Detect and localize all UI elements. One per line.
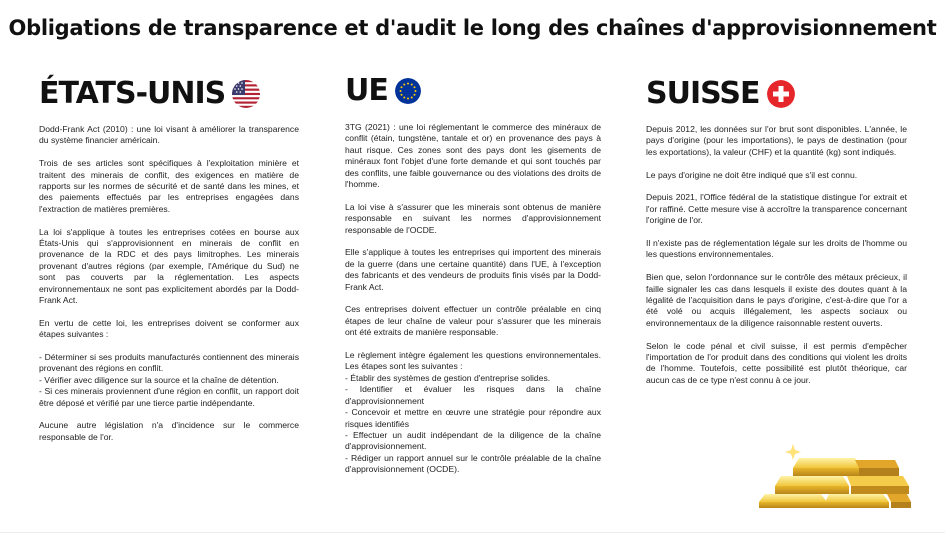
column-switzerland [646,74,907,398]
eu-flag-icon [395,78,421,104]
swiss-flag-icon [767,80,795,108]
ch-paragraph-4: Il n'existe pas de réglementation légale sur les droits de l'homme ou les questions environnementales. [646,238,907,260]
ch-paragraph-2: Le pays d'origine ne doit être indiqué que s'il est connu. [646,169,858,180]
usa-step-1: - Déterminer si ses produits manufacturés contiennent des minerais provenant des régions en conflit. [39,352,299,374]
eu-step-5: - Rédiger un rapport annuel sur le contrôle préalable de la chaîne d'approvisionnement (OCDE). [345,452,601,475]
eu-paragraph-5: Le règlement intègre également les questions environnementales. Les étapes sont les suivantes : [345,350,601,372]
ch-heading-row [646,74,907,114]
gold-bars-image [755,440,915,508]
eu-paragraph-4: Ces entreprises doivent effectuer un contrôle préalable en cinq étapes de leur chaîne de valeur pour s'assurer que les minerais ont été extraits de manière responsable. [345,304,601,338]
ch-paragraph-1: Depuis 2012, les données sur l'or brut sont disponibles. L'année, le pays d'origine (pour les importations), le pays de destination (pour les exportations), la valeur (CHF) et la quantité (kg) sont indiqués. [646,124,907,157]
eu-paragraph-3: Elle s'applique à toutes les entreprises qui importent des minerais de la guerre (dans une certaine quantité) dans l'UE, à l'exception des fabricants et des vendeurs de produits finis visés par la Dodd-Frank Act. [345,247,601,292]
usa-heading: ÉTATS-UNIS [39,76,226,111]
ch-paragraph-5: Bien que, selon l'ordonnance sur le contrôle des métaux précieux, il faille signaler les cas dans lesquels il existe des doutes quant à la légalité de l'acquisition dans le pays d'origine, c'est-à-dire que l'or a été volé ou acquis illégalement, les aspects sociaux ou environnementaux de la diligence raisonnable restent ouverts. [646,272,907,328]
usa-paragraph-1: Dodd-Frank Act (2010) : une loi visant à améliorer la transparence du système financier américain. [39,124,299,146]
eu-step-2: - Identifier et évaluer les risques dans la chaîne d'approvisionnement [345,384,601,406]
ch-paragraph-3: Depuis 2021, l'Office fédéral de la statistique distingue l'or extrait et l'or raffiné. Cette mesure vise à accroître la transparence concernant l'origine de l'or. [646,192,907,226]
column-usa [39,74,299,455]
eu-step-4: - Effectuer un audit indépendant de la diligence de la chaîne d'approvisionnement. [345,429,601,452]
column-eu [345,72,601,476]
usa-paragraph-3: La loi s'applique à toutes les entreprises cotées en bourse aux États-Unis qui s'approvisionnent en minerais de conflit en provenance de la RDC et des pays limitrophes. Les minerais provenant d'autres régions (par exemple, l'Amérique du Sud) ne sont pas couverts par la réglementation. Les aspects environnementaux ne sont pas explicitement abordés par la Dodd-Frank Act. [39,226,299,306]
usa-heading-row [39,74,299,114]
eu-paragraph-2: La loi vise à s'assurer que les minerais sont obtenus de manière responsable en suivant les normes d'approvisionnement responsable de l'OCDE. [345,201,601,235]
eu-heading: UE [345,73,388,108]
usa-paragraph-2: Trois de ses articles sont spécifiques à l'exploitation minière et traitent des minerais de conflit, des exigences en matière de rapports sur les normes de sécurité et de santé dans les mines, et des paiements effectués par les entreprises engagées dans l'extraction de matières premières. [39,158,299,214]
ch-paragraph-6: Selon le code pénal et civil suisse, il est permis d'empêcher l'importation de l'or produit dans des conditions qui violent les droits de l'homme. Toutefois, cette possibilité est plutôt théorique, car aucun cas de ce type n'est connu à ce jour. [646,340,907,385]
usa-step-3: - Si ces minerais proviennent d'une région en conflit, un rapport doit être déposé et vérifié par une tierce partie indépendante. [39,386,299,408]
usa-paragraph-4: En vertu de cette loi, les entreprises doivent se conformer aux étapes suivantes : [39,317,299,340]
us-flag-icon [232,80,260,108]
ch-heading: SUISSE [646,76,760,111]
page-title: Obligations de transparence et d'audit le long des chaînes d'approvisionnement [8,16,937,40]
usa-step-2: - Vérifier avec diligence sur la source et la chaîne de détention. [39,374,279,385]
eu-step-3: - Concevoir et mettre en œuvre une stratégie pour répondre aux risques identifiés [345,407,601,429]
eu-step-1: - Établir des systèmes de gestion d'entreprise solides. [345,372,551,383]
eu-heading-row [345,72,601,110]
eu-paragraph-1: 3TG (2021) : une loi réglementant le commerce des minéraux de conflit (étain, tungstène, tantale et or) en provenance des pays à haut risque. Ces zones sont des pays dont les gisements de minéraux font l'objet d'une forte demande et qui sont touchés par des conflits, une faible gouvernance ou des violations des droits de l'homme. [345,122,601,190]
usa-paragraph-5: Aucune autre législation n'a d'incidence sur le commerce responsable de l'or. [39,420,299,442]
